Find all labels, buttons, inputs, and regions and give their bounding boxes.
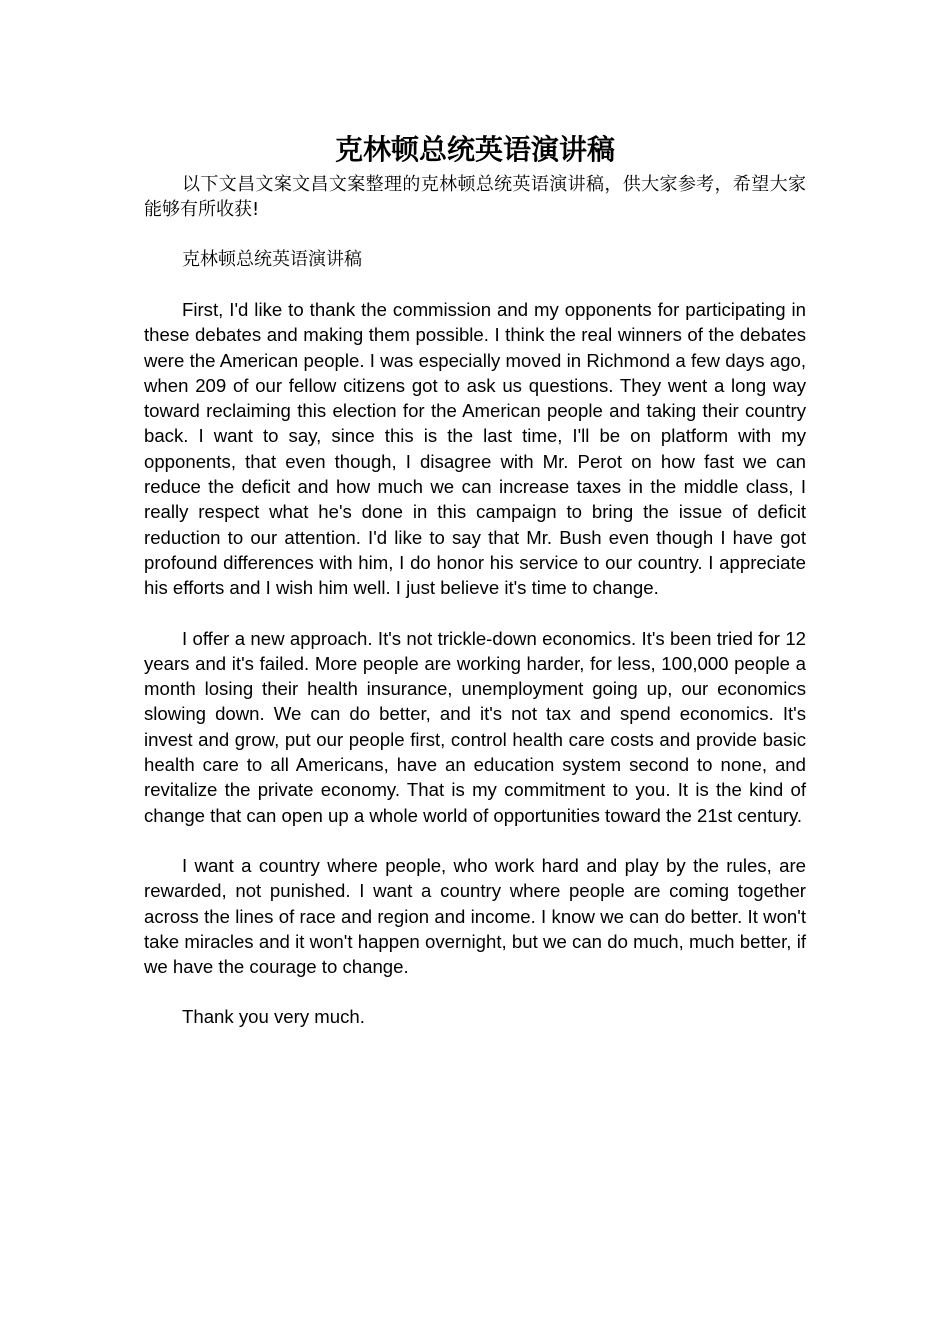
document-title: 克林顿总统英语演讲稿 — [334, 133, 615, 166]
spacer — [144, 222, 806, 247]
spacer — [144, 272, 806, 297]
speech-paragraph-3: I want a country where people, who work hard and play by the rules, are rewarded, not punished. I want a country where people are coming together across the lines of race and region and income. I know we can do better. It won't take miracles and it won't happen overnight, but we can do much, much better, if we have the courage to change. — [144, 854, 806, 978]
speech-paragraph-1: First, I'd like to thank the commission and my opponents for participating in these debates and making them possible. I think the real winners of the debates were the American people. I was especially moved in Richmond a few days ago, when 209 of our fellow citizens got to ask us questions. They went a long way toward reclaiming this election for the American people and taking their country back. I want to say, since this is the last time, I'll be on platform with my opponents, that even though, I disagree with Mr. Perot on how fast we can reduce the deficit and how much we can increase taxes in the middle class, I really respect what he's done in this campaign to bring the issue of deficit reduction to our attention. I'd like to say that Mr. Bush even though I have got profound differences with him, I do honor his service to our country. I appreciate his efforts and I wish him well. I just believe it's time to change. — [144, 299, 806, 599]
document-page — [144, 128, 806, 1030]
subtitle-line: 克林顿总统英语演讲稿 — [182, 249, 362, 270]
closing-line: Thank you very much. — [182, 1006, 365, 1028]
spacer — [144, 979, 806, 1004]
spacer — [144, 601, 806, 626]
spacer — [144, 828, 806, 853]
speech-paragraph-2: I offer a new approach. It's not trickle-down economics. It's been tried for 12 years and it's failed. More people are working harder, for less, 100,000 people a month losing their health insurance, unemployment going up, our economics slowing down. We can do better, and it's not tax and spend economics. It's invest and grow, put our people first, control health care costs and provide basic health care to all Americans, have an education system second to none, and revitalize the private economy. That is my commitment to you. It is the kind of change that can open up a whole world of opportunities toward the 21st century. — [144, 627, 806, 826]
intro-paragraph: 以下文昌文案文昌文案整理的克林顿总统英语演讲稿，供大家参考，希望大家能够有所收获! — [144, 174, 806, 220]
